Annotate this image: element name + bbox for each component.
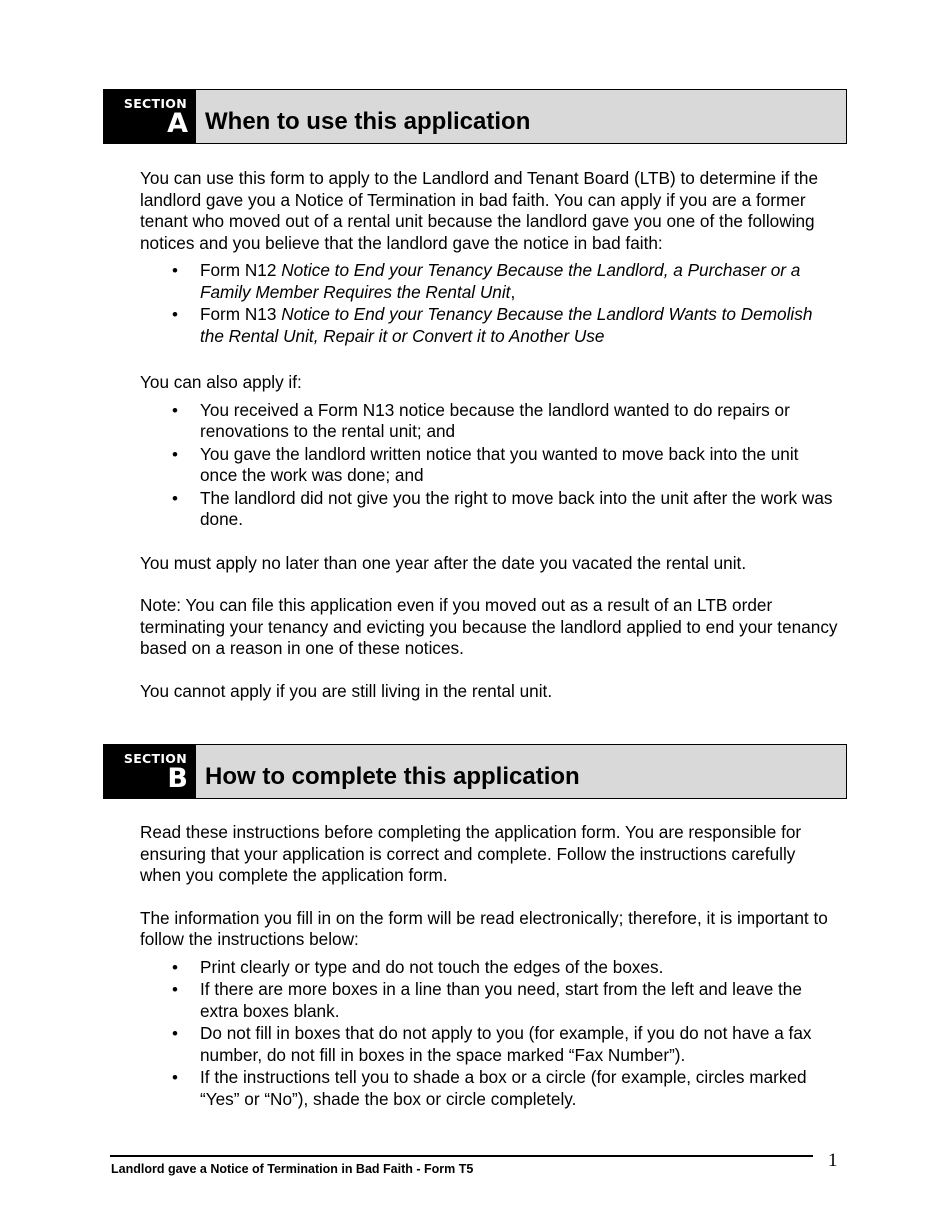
instruction-text: Print clearly or type and do not touch the edges of the boxes.	[200, 956, 664, 977]
bullet-icon: •	[172, 444, 178, 464]
list-item	[140, 1023, 840, 1066]
condition-text: You received a Form N13 notice because the landlord wanted to do repairs or renovations to the rental unit; and	[200, 399, 790, 441]
section-b-info: The information you fill in on the form will be read electronically; therefore, it is important to follow the instructions below:	[140, 907, 828, 949]
bullet-icon: •	[172, 261, 178, 280]
section-b-label: SECTION	[123, 751, 187, 766]
section-a-intro: You can use this form to apply to the Landlord and Tenant Board (LTB) to determine if the landlord gave you a Notice of Termination in bad faith. You can apply if you are a former tenant who moved out of a rental unit because the landlord gave you one of the following notices and you believe that the landlord gave the notice in bad faith:	[140, 168, 819, 253]
condition-text: You gave the landlord written notice that you wanted to move back into the unit once the work was done; and	[200, 443, 799, 485]
section-a-label: SECTION	[123, 96, 187, 111]
instruction-list	[140, 957, 840, 1111]
instruction-text: Do not fill in boxes that do not apply to you (for example, if you do not have a fax number, do not fill in boxes in the space marked “Fax Number”).	[200, 1023, 812, 1065]
list-item	[140, 488, 840, 531]
instruction-text: If the instructions tell you to shade a box or a circle (for example, circles marked “Yes” or “No”), shade the box or circle completely.	[200, 1067, 807, 1109]
notice-form: Form N12	[200, 260, 282, 280]
bullet-icon: •	[172, 980, 178, 999]
bullet-icon: •	[172, 400, 178, 420]
condition-list	[140, 400, 840, 531]
deadline-text: You must apply no later than one year after the date you vacated the rental unit.	[140, 552, 747, 573]
notice-suffix: ,	[510, 281, 516, 302]
bullet-icon: •	[172, 1068, 178, 1087]
section-a-title: When to use this application	[205, 108, 531, 135]
section-a-badge	[104, 90, 196, 143]
section-b-body	[140, 822, 840, 1111]
bullet-icon: •	[172, 488, 178, 508]
section-b-title: How to complete this application	[205, 763, 580, 790]
condition-text: The landlord did not give you the right to move back into the unit after the work was done.	[200, 487, 833, 529]
list-item	[140, 979, 840, 1022]
list-item	[140, 444, 840, 487]
section-b-intro: Read these instructions before completing the application form. You are responsible for ensuring that your application is correct and complete. Follow the instructions carefully when you complete the application form.	[140, 822, 802, 885]
notice-title: Notice to End your Tenancy Because the Landlord, a Purchaser or a Family Member Requires the Rental Unit	[200, 260, 801, 302]
footer-form-title: Landlord gave a Notice of Termination in Bad Faith - Form T5	[111, 1162, 474, 1176]
list-item	[140, 957, 840, 979]
bullet-icon: •	[172, 957, 178, 977]
list-item	[140, 1067, 840, 1110]
list-item	[140, 400, 840, 443]
list-item	[140, 260, 840, 303]
instruction-text: If there are more boxes in a line than you need, start from the left and leave the extra boxes blank.	[200, 979, 802, 1021]
note-text: Note: You can file this application even if you moved out as a result of an LTB order terminating your tenancy and evicting you because the landlord applied to end your tenancy based on a reason in one of these notices.	[140, 595, 838, 658]
section-b-badge	[104, 745, 196, 798]
section-b-header	[103, 744, 847, 799]
also-apply-text: You can also apply if:	[140, 372, 302, 392]
notice-title: Notice to End your Tenancy Because the Landlord Wants to Demolish the Rental Unit, Repair it or Convert it to Another Use	[200, 304, 813, 346]
section-a-body	[140, 168, 840, 702]
bullet-icon: •	[172, 305, 178, 324]
notice-list	[140, 260, 840, 347]
notice-form: Form N13	[200, 304, 282, 324]
footer-divider	[110, 1155, 813, 1157]
section-a-header	[103, 89, 847, 144]
cannot-apply-text: You cannot apply if you are still living in the rental unit.	[140, 680, 553, 701]
bullet-icon: •	[172, 1024, 178, 1043]
list-item	[140, 304, 840, 347]
page-number: 1	[828, 1150, 838, 1171]
section-b-letter: B	[167, 763, 188, 794]
section-a-letter: A	[167, 108, 188, 139]
